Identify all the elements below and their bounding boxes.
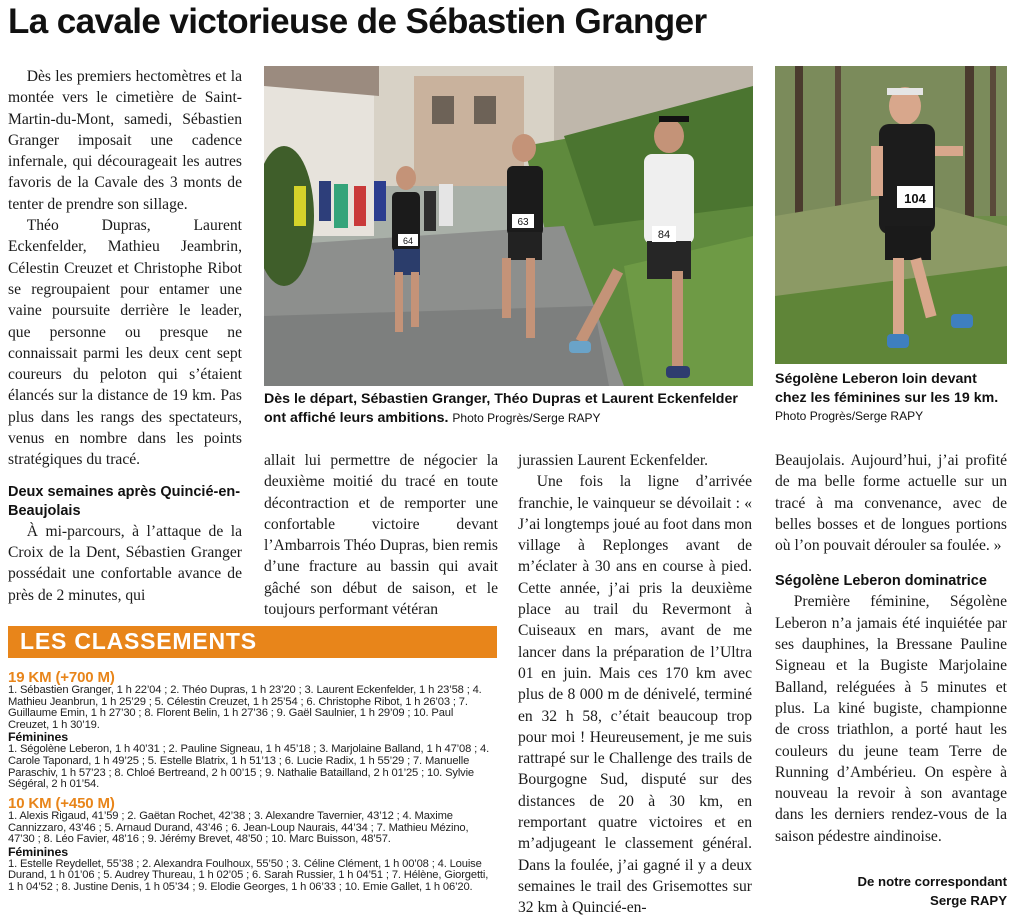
photo-caption-1 <box>264 390 753 427</box>
race-title: 10 KM (+450 M) <box>8 795 115 812</box>
results-women: 1. Ségolène Leberon, 1 h 40’31 ; 2. Pauline Signeau, 1 h 45’18 ; 3. Marjolaine Balland, 1 h 47’08 ; 4. Carole Taponard, 1 h 49’25 ; 5. Estelle Blatrix, 1 h 51’13 ; 6. Lucie Radix, 1 h 55’29 ; 7. Manuelle Paraschiv, 1 h 57’23 ; 8. Chloé Bertreand, 2 h 00’15 ; 9. Nathalie Batailland, 2 h 01’25 ; 10. Sylvie Ségéral, 2 h 01’54. <box>8 743 490 791</box>
race-title: 19 KM (+700 M) <box>8 669 115 686</box>
paragraph: Beaujolais. Aujourd’hui, j’ai profité de ma belle forme actuelle sur un tracé à ma convenance, avec de belles bosses et de longues portions où l’on pouvait dérouler sa foulée. » <box>775 452 1007 555</box>
photo-race-start <box>264 66 753 386</box>
results-men: 1. Alexis Rigaud, 41’59 ; 2. Gaëtan Rochet, 42’38 ; 3. Alexandre Tavernier, 43’12 ; 4. Maxime Cannizzaro, 43’46 ; 5. Arnaud Durand, 43’46 ; 6. Jean-Loup Naurais, 44’34 ; 7. Mathieu Mézino, 47’30 ; 8. Léo Favier, 48’16 ; 9. Jérémy Brevet, 48’50 ; 10. Marc Buisson, 48’57. <box>8 810 469 846</box>
subheading: Deux semaines après Quincié-en-Beaujolais <box>8 483 241 519</box>
article-column-1 <box>8 66 242 606</box>
paragraph: Première féminine, Ségolène Leberon n’a jamais été inquiétée par ses dauphines, la Bressane Pauline Signeau et la Bugiste Marjolaine Balland, reléguées à 5 minutes et plus. La kiné bugiste, championne de cross triathlon, a porté haut les couleurs du jeune team Terre de Running d’Ambérieu. On espère à nouveau la revoir à son avantage dans les derniers rendez-vous de la saison pédestre aindinoise. <box>775 593 1007 845</box>
article-column-3 <box>518 450 752 917</box>
photo-credit: Photo Progrès/Serge RAPY <box>775 409 924 423</box>
results-19km <box>8 670 497 791</box>
bib-number: 84 <box>657 229 671 241</box>
headline: La cavale victorieuse de Sébastien Granger <box>8 2 707 41</box>
caption-text: Dès le départ, Sébastien Granger, Théo Dupras et Laurent Eckenfelder ont affiché leurs ambitions. <box>264 391 738 426</box>
article-column-4 <box>775 450 1007 847</box>
results-banner-title: LES CLASSEMENTS <box>20 628 257 654</box>
photo-credit: Photo Progrès/Serge RAPY <box>452 410 601 425</box>
bib-number: 63 <box>517 217 529 228</box>
byline-author: Serge RAPY <box>930 893 1007 908</box>
subheading: Ségolène Leberon dominatrice <box>775 573 987 590</box>
paragraph: Dès les premiers hectomètres et la montée vers le cimetière de Saint-Martin-du-Mont, samedi, Sébastien Granger imposait une cadence infernale, qui décourageait les autres favoris de la Cavale des 3 monts de tenter de prendre son sillage. <box>8 68 242 213</box>
paragraph: jurassien Laurent Eckenfelder. <box>518 452 709 469</box>
bib-number: 64 <box>402 236 414 246</box>
paragraph: Une fois la ligne d’arrivée franchie, le vainqueur se dévoilait : « J’ai longtemps joué au foot dans mon village à Replonges avant de m’éclater à 30 ans en course à pied. Cette année, j’ai pris la deuxième place au trail du Revermont à Cuiseaux en mars, avant de me lancer dans la préparation de l’Ultra 01 en juin. Mais ces 170 km avec plus de 8 000 m de dénivelé, terminé en 32 h 58, c’était beaucoup trop pour moi ! Heureusement, je me suis rattrapé sur le Challenge des trails de Bourgogne Sud, disputé sur des distances de 20 à 30 km, en remportant quatre victoires et en m’adjugeant le classement général. Dans la foulée, j’ai gagné il y a deux semaines le trail des Grisemottes sur 32 km à Quincié-en- <box>518 473 752 917</box>
results-banner <box>8 626 497 658</box>
paragraph: Théo Dupras, Laurent Eckenfelder, Mathieu Jeambrin, Célestin Creuzet et Christophe Ribot se regroupaient pour entamer une vaine poursuite derrière le leader, que personne ou presque ne connaissait parmi les deux cent sept coureurs du peloton qui s’étaient élancés sur la distance de 19 km. Pas plus dans les rangs des spectateurs, venus en nombre dans les points stratégiques du tracé. <box>8 217 242 469</box>
paragraph: allait lui permettre de négocier la deuxième moitié du tracé en toute décontraction et de remporter une confortable victoire devant l’Ambarrois Théo Dupras, bien remis d’une fracture au bassin qui avait gâché son début de saison, et le toujours performant vétéran <box>264 452 498 619</box>
results-women: 1. Estelle Reydellet, 55’38 ; 2. Alexandra Foulhoux, 55’50 ; 3. Céline Clément, 1 h 00’08 ; 4. Louise Durand, 1 h 01’06 ; 5. Audrey Thureau, 1 h 02’05 ; 6. Sarah Russier, 1 h 04’51 ; 7. Hélène, Giorgetti, 1 h 04’52 ; 8. Justine Denis, 1 h 05’34 ; 9. Elodie Georges, 1 h 06’33 ; 10. Emie Gallet, 1 h 06’20. <box>8 857 489 893</box>
results-men: 1. Sébastien Granger, 1 h 22’04 ; 2. Théo Dupras, 1 h 23’20 ; 3. Laurent Eckenfelder, 1 h 23’58 ; 4. Mathieu Jeanbrun, 1 h 25’29 ; 5. Célestin Creuzet, 1 h 25’54 ; 6. Christophe Ribot, 1 h 26’03 ; 7. Guillaume Emin, 1 h 27’30 ; 8. Florent Belin, 1 h 27’36 ; 9. Gaël Saulnier, 1 h 29’09 ; 10. Paul Creuzet, 1 h 30’19. <box>8 684 482 731</box>
byline <box>775 872 1007 910</box>
bib-number: 104 <box>904 191 926 206</box>
article-column-2 <box>264 450 498 620</box>
photo-caption-2 <box>775 370 1007 426</box>
caption-text: Ségolène Leberon loin devant chez les féminines sur les 19 km. <box>775 371 999 406</box>
results-women-title: Féminines <box>8 844 68 859</box>
byline-line: De notre correspondant <box>857 874 1007 889</box>
results-women-title: Féminines <box>8 730 68 745</box>
photo-first-woman <box>775 66 1007 364</box>
paragraph: À mi-parcours, à l’attaque de la Croix de la Dent, Sébastien Granger possédait une confortable avance de près de 2 minutes, qui <box>8 522 242 604</box>
results-10km <box>8 796 497 894</box>
